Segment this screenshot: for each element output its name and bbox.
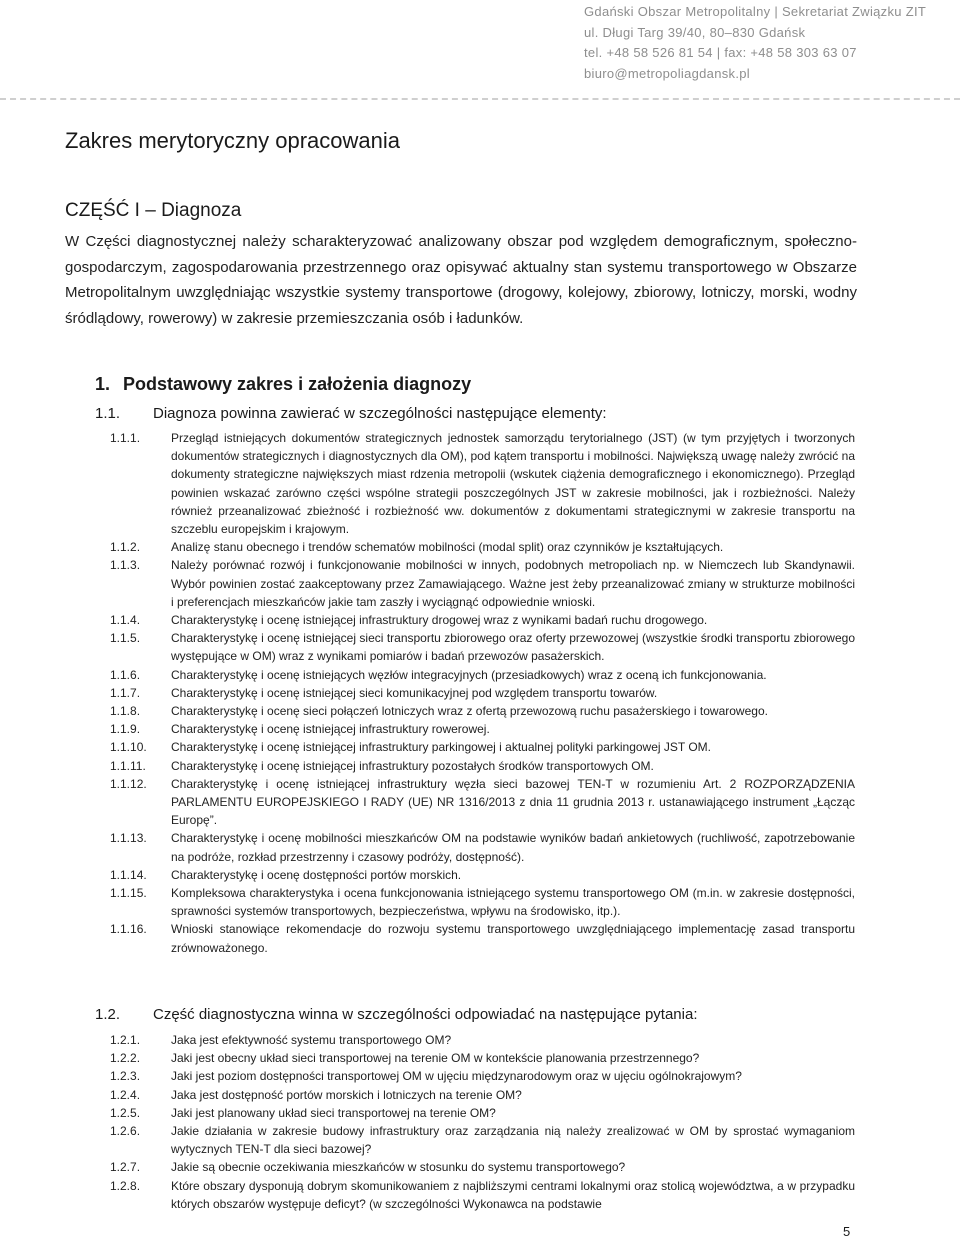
list-item-number: 1.2.8.	[110, 1178, 141, 1193]
list-item-text: Analizę stanu obecnego i trendów schematów mobilności (modal split) oraz czynników je kształtujących.	[171, 540, 724, 555]
list-item-number: 1.1.13.	[110, 831, 147, 846]
list-item-text: Charakterystykę i ocenę istniejącej infrastruktury rowerowej.	[171, 722, 490, 737]
list-item-number: 1.1.11.	[110, 758, 146, 773]
list-item-number: 1.1.14.	[110, 867, 147, 882]
part-heading: CZĘŚĆ I – Diagnoza	[65, 200, 242, 221]
section-heading	[95, 374, 471, 395]
list-item	[110, 611, 855, 629]
list-item-number: 1.2.4.	[110, 1087, 141, 1102]
list-item-number: 1.1.8.	[110, 704, 141, 719]
letterhead-email: biuro@metropoliagdansk.pl	[584, 65, 750, 81]
subsection-number: 1.2.	[95, 1006, 121, 1023]
list-item	[110, 556, 855, 611]
list-item-text: Charakterystykę i ocenę istniejącej sieci komunikacyjnej pod względem transportu towarów.	[171, 685, 658, 700]
page-number: 5	[843, 1224, 851, 1239]
list-item-text: Jakie są obecnie oczekiwania mieszkańców w stosunku do systemu transportowego?	[171, 1160, 626, 1175]
section-number: 1.	[95, 374, 111, 394]
document-title: Zakres merytoryczny opracowania	[65, 128, 401, 153]
list-item	[110, 684, 855, 702]
list-item-number: 1.1.6.	[110, 667, 141, 682]
list-item-text: Charakterystykę i ocenę istniejącej sieci transportu zbiorowego oraz oferty przewozowej (wszystkie środki transportu zbiorowego występujące w OM) wraz z wynikami pomiarów i badań przewozów pasażerskich.	[171, 631, 855, 664]
list-item-text: Charakterystykę i ocenę sieci połączeń lotniczych wraz z ofertą przewozową ruchu pasażerskiego i towarowego.	[171, 704, 768, 719]
list-item-number: 1.1.7.	[110, 685, 141, 700]
list-item	[110, 1177, 855, 1213]
list-item	[110, 757, 855, 775]
list-item-text: Jaki jest planowany układ sieci transportowej na terenie OM?	[171, 1105, 496, 1120]
letterhead	[584, 2, 926, 84]
list-item-text: Jaki jest obecny układ sieci transportowej na terenie OM w kontekście planowania przestrzennego?	[171, 1051, 700, 1066]
list-item	[110, 720, 855, 738]
list-item	[110, 829, 855, 865]
list-item	[110, 866, 855, 884]
list-item-text: Charakterystykę i ocenę istniejącej infrastruktury pozostałych środków transportowych OM.	[171, 758, 654, 773]
list-item-text: Charakterystykę i ocenę istniejącej infrastruktury parkingowej i aktualnej polityki parkingowej JST OM.	[171, 740, 712, 755]
list-item	[110, 1086, 855, 1104]
list-item-number: 1.1.10.	[110, 740, 147, 755]
list-item-text: Przegląd istniejących dokumentów strategicznych jednostek samorządu terytorialnego (JST) (w tym przyjętych i tworzonych dokumentów strategicznych i diagnostycznych dla OM), pod kątem transportu i mobilności. Największą uwagę należy zwrócić na dokumenty strategiczne największych miast rdzenia metropolii (wskutek ciążenia demograficznego i ekonomicznego). Przegląd powinien wskazać zarówno części wspólne strategii poszczególnych JST w zakresie mobilności, jak i rozbieżności. Należy również przeanalizować zbieżność i rozbieżność ww. dokumentów z dokumentami strategicznymi w zakresie transportu na szczeblu europejskim i krajowym.	[171, 431, 855, 537]
section-title: Podstawowy zakres i założenia diagnozy	[123, 374, 472, 394]
list-item	[110, 1067, 855, 1085]
subsection-number: 1.1.	[95, 405, 121, 422]
list-item-number: 1.2.6.	[110, 1124, 141, 1139]
list-item-number: 1.1.4.	[110, 613, 141, 628]
list-item-number: 1.2.5.	[110, 1105, 141, 1120]
list-item	[110, 666, 855, 684]
list-item	[110, 1104, 855, 1122]
list-item	[110, 1031, 855, 1049]
list-item-text: Jaka jest dostępność portów morskich i lotniczych na terenie OM?	[171, 1087, 522, 1102]
list-item	[110, 738, 855, 756]
list-item-number: 1.1.12.	[110, 776, 147, 791]
list-item	[110, 775, 855, 830]
list-item	[110, 884, 855, 920]
list-item	[110, 1049, 855, 1067]
list-item-text: Które obszary dysponują dobrym skomunikowaniem z najbliższymi centrami lokalnymi oraz stolicą województwa, a w przypadku których obszarów występuje deficyt? (w szczególności Wykonawca na podstawie	[171, 1178, 855, 1211]
subsection-title: Część diagnostyczna winna w szczególności odpowiadać na następujące pytania:	[153, 1006, 698, 1023]
letterhead-phone-fax: tel. +48 58 526 81 54 | fax: +48 58 303 63 07	[584, 45, 857, 60]
list-item-number: 1.1.9.	[110, 722, 141, 737]
list-item	[110, 702, 855, 720]
part-intro-paragraph: W Części diagnostycznej należy scharakteryzować analizowany obszar pod względem demograficznym, społeczno-gospodarczym, zagospodarowania przestrzennego oraz opisywać aktualny stan systemu transportowego w Obszarze Metropolitalnym uwzględniając wszystkie systemy transportowe (drogowy, kolejowy, zbiorowy, lotniczy, morski, wodny śródlądowy, rowerowy) w zakresie przemieszczania osób i ładunków.	[65, 233, 857, 327]
list-item-number: 1.1.5.	[110, 631, 141, 646]
list-item-text: Jakie działania w zakresie budowy infrastruktury oraz zarządzania nią należy zrealizować w OM by sprostać wymaganiom wytycznych TEN-T dla sieci bazowej?	[171, 1124, 855, 1157]
list-item-text: Charakterystykę i ocenę istniejącej infrastruktury drogowej wraz z wynikami badań ruchu drogowego.	[171, 613, 708, 628]
list-item-number: 1.1.1.	[110, 431, 141, 445]
letterhead-address: ul. Długi Targ 39/40, 80–830 Gdańsk	[584, 24, 806, 40]
list-item	[110, 429, 855, 538]
subsection-heading-1-2	[95, 1006, 698, 1023]
list-item-number: 1.2.1.	[110, 1033, 141, 1047]
list-item	[110, 538, 855, 556]
list-item-text: Charakterystykę i ocenę istniejącej infrastruktury węzła sieci bazowej TEN-T w rozumieniu Art. 2 ROZPORZĄDZENIA PARLAMENTU EUROPEJSKIEGO I RADY (UE) NR 1316/2013 z dnia 11 grudnia 2013 r. ustanawiającego instrument „Łącząc Europę”.	[171, 776, 855, 828]
list-item-number: 1.2.7.	[110, 1160, 141, 1175]
list-item-number: 1.2.3.	[110, 1069, 141, 1084]
list-item-number: 1.1.15.	[110, 886, 147, 901]
diagnosis-questions-list	[110, 1031, 855, 1213]
subsection-title: Diagnoza powinna zawierać w szczególności następujące elementy:	[153, 405, 607, 422]
list-item	[110, 920, 855, 956]
list-item-text: Charakterystykę i ocenę dostępności portów morskich.	[171, 867, 462, 882]
list-item-text: Charakterystykę i ocenę istniejących węzłów integracyjnych (przesiadkowych) wraz z oceną ich funkcjonowania.	[171, 667, 767, 682]
list-item	[110, 1122, 855, 1158]
list-item-text: Należy porównać rozwój i funkcjonowanie mobilności w innych, podobnych metropoliach np. w Niemczech lub Skandynawii. Wybór powinien zostać zaakceptowany przez Zamawiającego. Ważne jest żeby przeanalizować zmiany w strukturze mobilności i preferencjach mieszkańców jakie tam zaszły i wyciągnąć odpowiednie wnioski.	[171, 558, 855, 609]
header-divider	[0, 98, 960, 100]
list-item-text: Charakterystykę i ocenę mobilności mieszkańców OM na podstawie wyników badań ankietowych (ruchliwość, zapotrzebowanie na podróże, rozkład przestrzenny i czasowy podróży, dostępność).	[171, 831, 855, 864]
list-item-number: 1.1.3.	[110, 558, 141, 573]
list-item	[110, 629, 855, 665]
letterhead-organization: Gdański Obszar Metropolitalny | Sekretariat Związku ZIT	[584, 4, 927, 19]
list-item-text: Kompleksowa charakterystyka i ocena funkcjonowania istniejącego systemu transportowego OM (m.in. w zakresie dostępności, sprawności systemów transportowych, bezpieczeństwa, wpływu na środowisko, itp.).	[171, 886, 855, 919]
subsection-heading-1-1	[95, 405, 607, 422]
list-item-text: Wnioski stanowiące rekomendacje do rozwoju systemu transportowego uwzględniającego implementację zasad transportu zrównoważonego.	[171, 922, 855, 955]
list-item-text: Jaka jest efektywność systemu transportowego OM?	[171, 1033, 452, 1047]
list-item-number: 1.1.16.	[110, 922, 147, 937]
list-item-text: Jaki jest poziom dostępności transportowej OM w ujęciu międzynarodowym oraz w ujęciu ogólnokrajowym?	[171, 1069, 742, 1084]
list-item	[110, 1158, 855, 1176]
diagnosis-elements-list	[110, 429, 855, 957]
list-item-number: 1.1.2.	[110, 540, 141, 555]
list-item-number: 1.2.2.	[110, 1051, 141, 1066]
